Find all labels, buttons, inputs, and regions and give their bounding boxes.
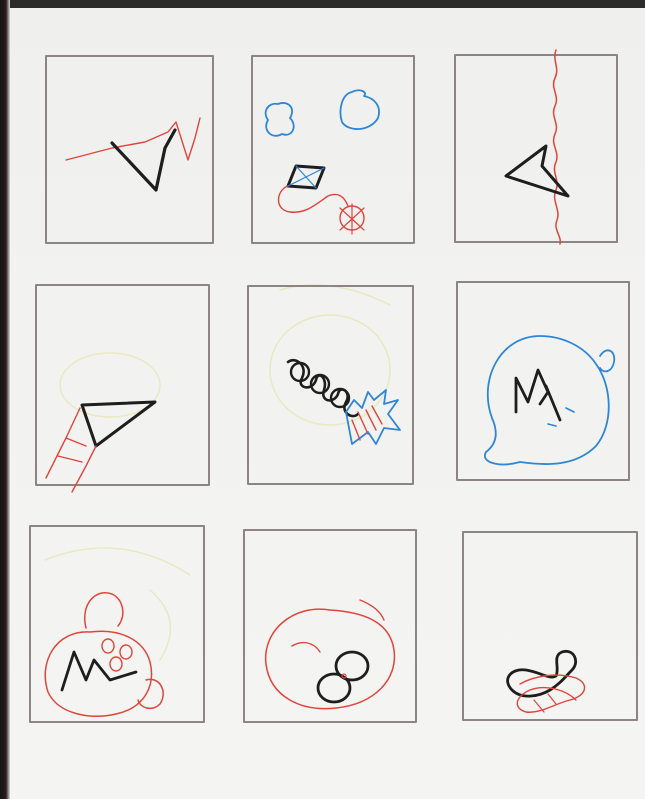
figure-eight-in-red-head-icon: [266, 600, 395, 709]
spiral-and-flame-icon: [288, 360, 400, 444]
panel-3: [455, 50, 617, 244]
panel-9: [463, 532, 637, 720]
face-with-kite-doodle-icon: [266, 90, 379, 234]
arrowhead-with-wavy-line-icon: [506, 50, 568, 244]
panel-8: [244, 530, 416, 722]
panel-8-frame: [244, 530, 416, 722]
w-in-red-head-icon: [45, 593, 163, 716]
panel-3-frame: [455, 55, 617, 242]
panel-2-frame: [252, 56, 414, 243]
panel-9-frame: [463, 532, 637, 720]
panel-4: [36, 285, 209, 492]
panel-1-frame: [46, 56, 213, 243]
m-in-blue-head-icon: [485, 336, 614, 464]
loop-with-red-scribble-icon: [508, 651, 585, 712]
panel-6: [457, 282, 629, 480]
triangle-with-ladder-icon: [46, 402, 155, 492]
panel-1: [46, 56, 213, 243]
panel-2: [252, 56, 414, 243]
ghost-marks: [45, 285, 390, 660]
v-zigzag-doodle-icon: [66, 118, 200, 190]
panel-4-frame: [36, 285, 209, 485]
